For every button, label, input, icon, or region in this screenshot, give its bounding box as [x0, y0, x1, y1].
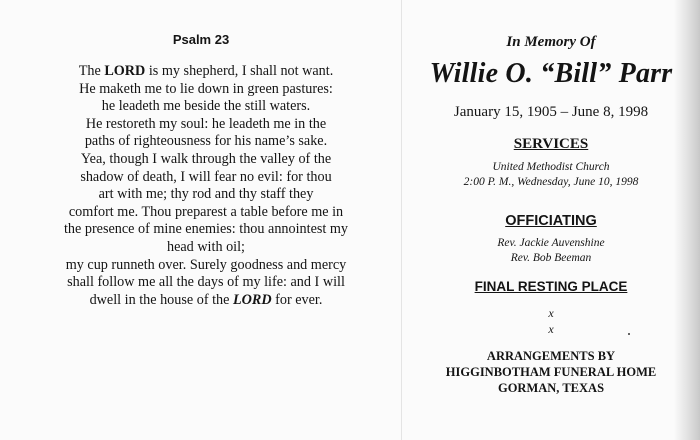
memorial-panel	[402, 0, 700, 440]
psalm-line-segment: He maketh me to lie down in green pastures:	[79, 80, 333, 97]
psalm-line-segment: for ever.	[271, 291, 323, 308]
funeral-home-name: HIGGINBOTHAM FUNERAL HOME	[445, 365, 657, 379]
psalm-line-segment: dwell in the house of the	[89, 291, 233, 308]
resting-place-mark: x	[548, 322, 554, 336]
officiating-heading: OFFICIATING	[505, 213, 597, 229]
funeral-home-location: GORMAN, TEXAS	[497, 381, 605, 395]
services-details	[402, 160, 700, 190]
psalm-line	[50, 151, 362, 169]
paper-edge-shadow	[674, 0, 700, 440]
psalm-line	[50, 221, 362, 239]
psalm-line	[50, 239, 362, 257]
resting-place-mark: x	[548, 306, 554, 320]
psalm-body	[50, 63, 362, 309]
stray-mark	[628, 333, 630, 335]
services-heading: SERVICES	[513, 136, 589, 152]
services-location: United Methodist Church	[492, 161, 610, 173]
psalm-line-segment: He restoreth my soul: he leadeth me in the	[85, 115, 327, 132]
psalm-line-segment: paths of righteousness for his name’s sake.	[84, 133, 328, 150]
psalm-line-segment: art with me; thy rod and thy staff they	[98, 186, 314, 203]
psalm-line	[50, 204, 362, 222]
resting-place-marks	[402, 305, 700, 337]
psalm-line-segment: is my shepherd, I shall not want.	[145, 63, 334, 79]
arrangements-block	[402, 348, 700, 396]
psalm-line	[50, 133, 362, 151]
minister-name: Rev. Bob Beeman	[510, 252, 592, 264]
psalm-line	[50, 292, 362, 310]
psalm-line-segment: he leadeth me beside the still waters.	[101, 98, 311, 115]
psalm-line-segment: my cup runneth over. Surely goodness and mercy	[65, 256, 347, 273]
psalm-line-segment: head with oil;	[166, 238, 246, 255]
psalm-line-segment: LORD	[104, 63, 146, 79]
life-dates: January 15, 1905 – June 8, 1998	[453, 104, 649, 120]
psalm-line	[50, 63, 362, 81]
arrangements-line: ARRANGEMENTS BY	[486, 349, 616, 363]
psalm-line	[50, 274, 362, 292]
psalm-line	[50, 98, 362, 116]
psalm-line-segment: LORD	[232, 291, 272, 308]
psalm-line-segment: the presence of mine enemies: thou annointest my	[63, 221, 349, 238]
officiating-list	[402, 236, 700, 266]
psalm-line-segment: comfort me. Thou preparest a table before me in	[68, 203, 344, 220]
psalm-line-segment: The	[78, 63, 105, 79]
in-memory-heading: In Memory Of	[506, 34, 596, 50]
minister-name: Rev. Jackie Auvenshine	[497, 237, 605, 249]
psalm-line-segment: shadow of death, I will fear no evil: for thou	[80, 168, 332, 185]
resting-place-heading: FINAL RESTING PLACE	[474, 279, 628, 294]
psalm-line	[50, 257, 362, 275]
psalm-line	[50, 186, 362, 204]
psalm-line	[50, 116, 362, 134]
psalm-line-segment: shall follow me all the days of my life: and I will	[67, 274, 345, 291]
services-time: 2:00 P. M., Wednesday, June 10, 1998	[463, 176, 639, 188]
psalm-line-segment: Yea, though I walk through the valley of the	[80, 150, 332, 167]
psalm-title: Psalm 23	[172, 32, 230, 47]
psalm-line	[50, 169, 362, 187]
psalm-line	[50, 81, 362, 99]
deceased-name: Willie O. “Bill” Parr	[429, 58, 673, 89]
